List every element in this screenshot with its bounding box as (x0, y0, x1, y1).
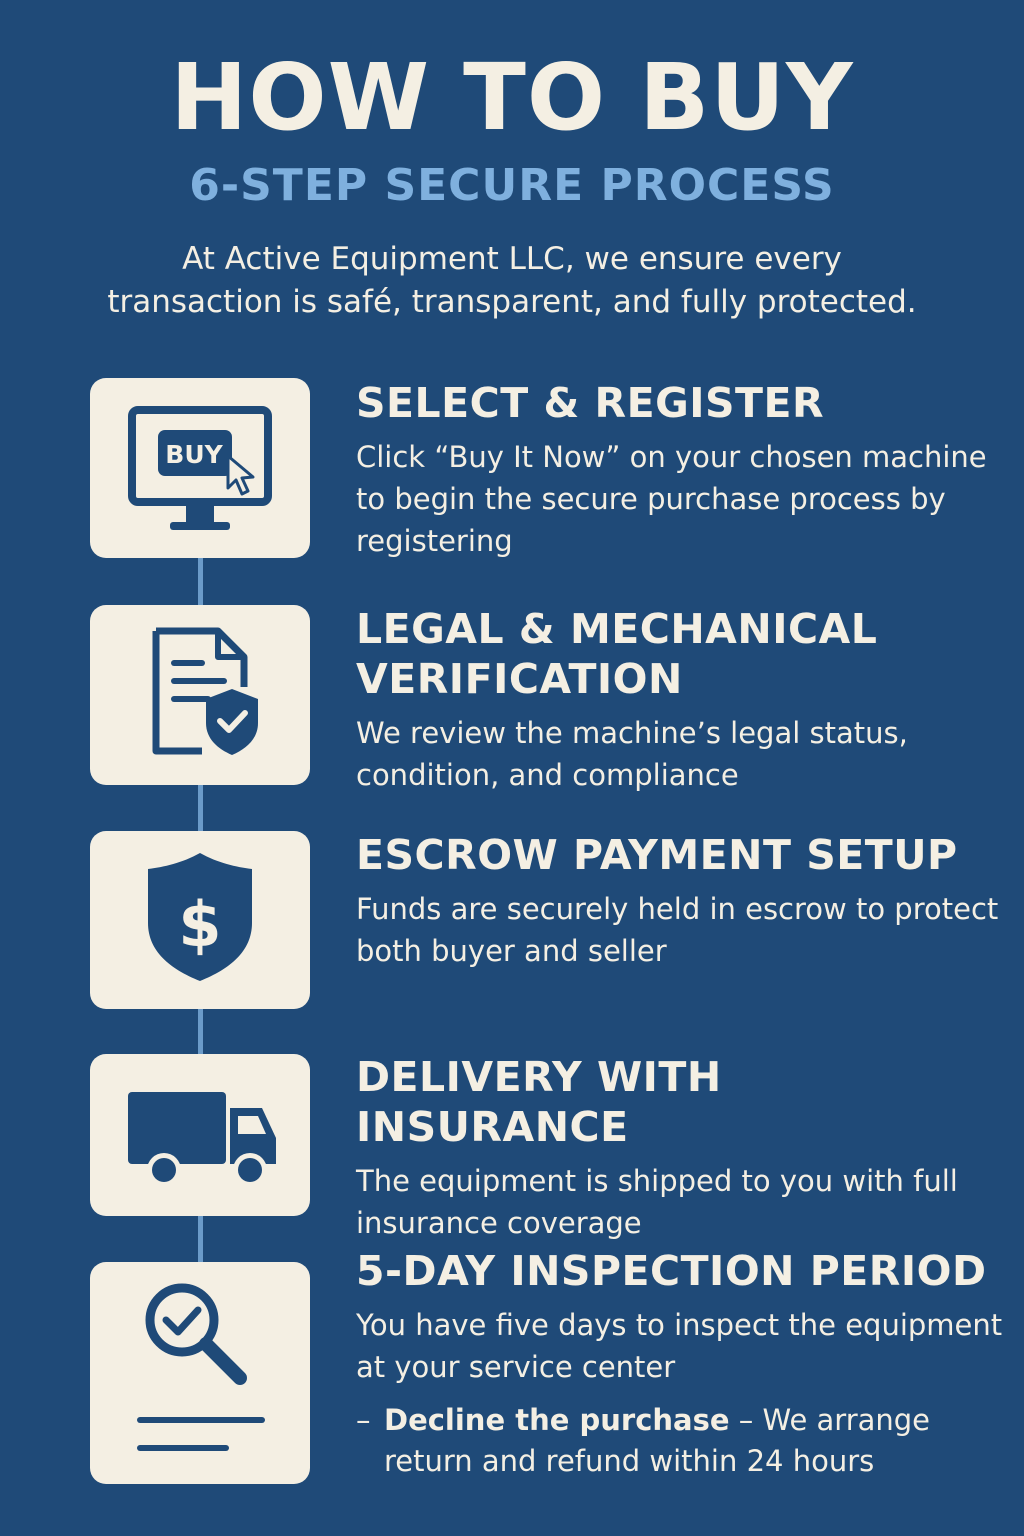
document-shield-icon (90, 605, 310, 785)
step-3-description: Funds are securely held in escrow to protect both buyer and seller (356, 892, 999, 968)
shield-dollar-icon (90, 831, 310, 1009)
step-2-icon-card (90, 605, 310, 785)
step-connector (198, 784, 203, 832)
step-4-icon-card (90, 1054, 310, 1216)
step-5-icon-card (90, 1262, 310, 1484)
computer-buy-icon (90, 378, 310, 558)
step-connector (198, 1214, 203, 1262)
option-separator: – (729, 1403, 763, 1437)
step-3-icon-card (90, 831, 310, 1009)
step-2-description: We review the machine’s legal status, condition, and compliance (356, 716, 908, 792)
decline-option (356, 1400, 1006, 1482)
step-1-icon-card (90, 378, 310, 558)
step-4-title: DELIVERY WITH INSURANCE (356, 1053, 722, 1151)
step-connector (198, 558, 203, 606)
step-2 (356, 604, 1006, 796)
step-5-description: You have five days to inspect the equipment at your service center (356, 1308, 1003, 1384)
header (0, 44, 1024, 211)
step-1-title: SELECT & REGISTER (356, 379, 825, 427)
step-3-title: ESCROW PAYMENT SETUP (356, 831, 958, 879)
intro-text: At Active Equipment LLC, we ensure every transaction is safé, transparent, and fully protected. (107, 241, 917, 320)
step-4-description: The equipment is shipped to you with full insurance coverage (356, 1164, 958, 1240)
magnifier-check-icon (90, 1262, 310, 1484)
option-text: We arrange return and refund within 24 hours (384, 1403, 931, 1478)
step-4 (356, 1052, 1006, 1244)
truck-icon (90, 1054, 310, 1216)
step-5 (356, 1246, 1006, 1388)
step-connector (198, 1008, 203, 1056)
svg-text:$: $ (178, 888, 222, 961)
buy-icon-label: BUY (165, 440, 223, 469)
page-subtitle: 6-STEP SECURE PROCESS (189, 160, 835, 211)
step-2-title: LEGAL & MECHANICAL VERIFICATION (356, 605, 878, 703)
option-label: Decline the purchase (384, 1403, 730, 1437)
step-5-title: 5-DAY INSPECTION PERIOD (356, 1247, 987, 1295)
step-3 (356, 830, 1006, 972)
page-title: HOW TO BUY (170, 44, 854, 151)
step-1 (356, 378, 1006, 562)
option-dash: – (356, 1403, 371, 1437)
step-1-description: Click “Buy It Now” on your chosen machine to begin the secure purchase process by registering (356, 440, 987, 558)
